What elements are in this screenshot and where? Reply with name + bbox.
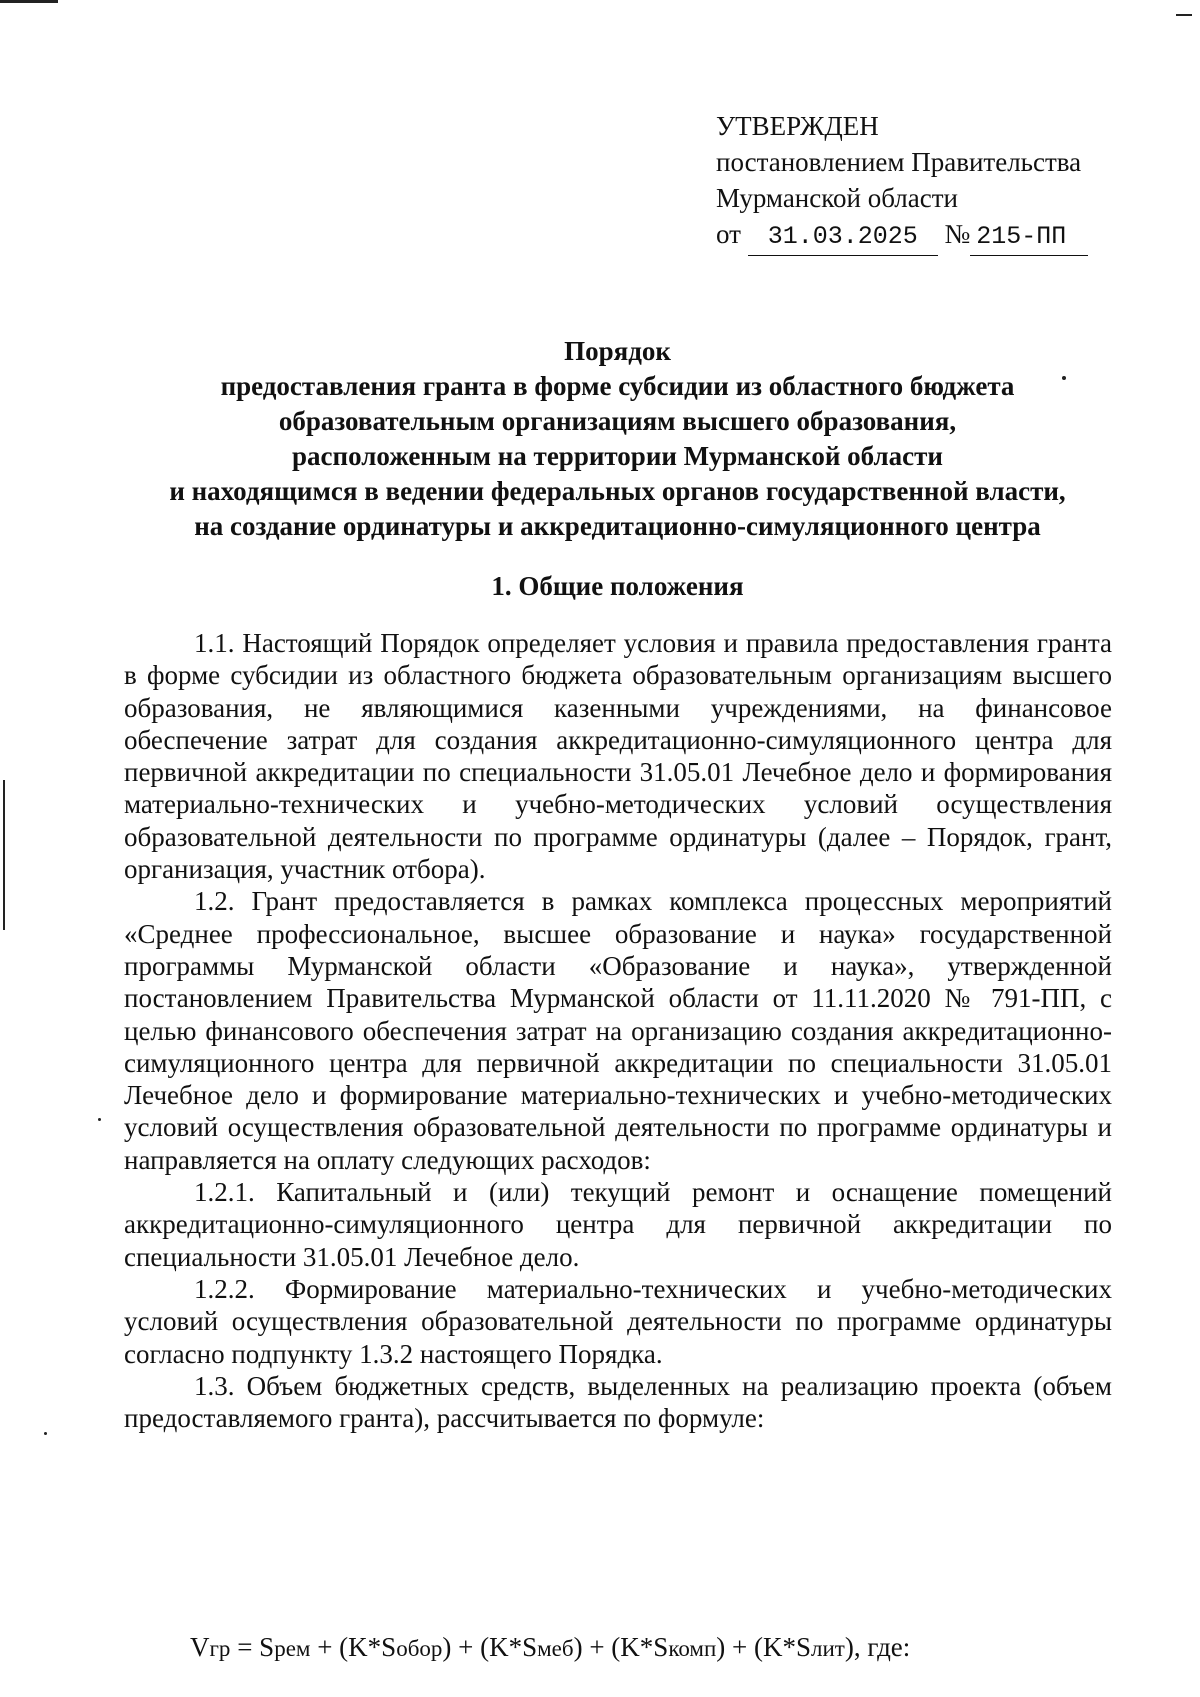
formula-s5-sub: лит [811, 1636, 845, 1661]
formula-s3-sub: меб [537, 1636, 574, 1661]
formula-t4: ) + (K*S [573, 1632, 669, 1662]
title-line-5: и находящимся в ведении федеральных органов государственной власти, [169, 476, 1066, 506]
approval-line-2: Мурманской области [716, 183, 958, 213]
formula-t3: ) + (K*S [442, 1632, 538, 1662]
approval-date: 31.03.2025 [748, 219, 938, 256]
document-title [120, 334, 1115, 544]
paragraph-1-2-2: 1.2.2. Формирование материально-технических и учебно-методических условий осуществления образовательной деятельности по программе ординатуры согласно подпункту 1.3.2 настоящего Порядка. [124, 1273, 1112, 1369]
formula-eq: = S [230, 1632, 275, 1662]
formula-s2-sub: обор [396, 1636, 443, 1661]
document-body [124, 627, 1112, 1434]
paragraph-1-2-1: 1.2.1. Капитальный и (или) текущий ремонт и оснащение помещений аккредитационно-симуляционного центра для первичной аккредитации по специальности 31.05.01 Лечебное дело. [124, 1177, 1112, 1272]
title-line-4: расположенным на территории Мурманской области [292, 441, 943, 471]
scan-edge-mark-left [3, 780, 5, 930]
scan-dot-left-2 [44, 1432, 47, 1435]
grant-formula [190, 1632, 910, 1663]
title-line-6: на создание ординатуры и аккредитационно-симуляционного центра [194, 511, 1041, 541]
paragraph-1-2: 1.2. Грант предоставляется в рамках комплекса процессных мероприятий «Среднее профессиональное, высшее образование и наука» государственной программы Мурманской области «Образование и наука», утвержденной постановлением Правительства Мурманской области от 11.11.2020 № 791-ПП, с целью финансового обеспечения затрат на организацию создания аккредитационно-симуляционного центра для первичной аккредитации по специальности 31.05.01 Лечебное дело и формирование материально-технических и учебно-методических условий осуществления образовательной деятельности по программе ординатуры и направляется на оплату следующих расходов: [124, 886, 1112, 1175]
number-prefix: № [944, 219, 971, 249]
title-line-2: предоставления гранта в форме субсидии из областного бюджета [220, 371, 1015, 401]
formula-v-sub: гр [209, 1636, 231, 1661]
paragraph-1-3: 1.3. Объем бюджетных средств, выделенных на реализацию проекта (объем предоставляемого гранта), рассчитывается по формуле: [124, 1370, 1112, 1434]
paragraph-1-1: 1.1. Настоящий Порядок определяет условия и правила предоставления гранта в форме субсидии из областного бюджета образовательным организациям высшего образования, не являющимися казенными учреждениями, на финансовое обеспечение затрат для создания аккредитационно-симуляционного центра для первичной аккредитации по специальности 31.05.01 Лечебное дело и формирования материально-технических и учебно-методических условий осуществления образовательной деятельности по программе ординатуры (далее – Порядок, грант, организация, участник отбора). [124, 628, 1112, 885]
title-line-1: Порядок [564, 336, 671, 366]
approval-stamp-block [716, 108, 1088, 256]
formula-t5: ) + (K*S [716, 1632, 811, 1662]
approval-date-line [716, 216, 1088, 256]
approval-number: 215-ПП [970, 219, 1088, 256]
scan-dot-left-1 [98, 1118, 101, 1121]
date-prefix: от [716, 219, 741, 249]
scan-edge-mark-top-right [1176, 14, 1192, 16]
approval-line-1: постановлением Правительства [716, 147, 1082, 177]
formula-t6: ), где: [844, 1632, 911, 1662]
scan-edge-mark-top-left [0, 0, 58, 3]
formula-s1-sub: рем [274, 1636, 311, 1661]
formula-s4-sub: комп [668, 1636, 717, 1661]
title-line-3: образовательным организациям высшего образования, [278, 406, 957, 436]
approval-heading: УТВЕРЖДЕН [716, 111, 879, 141]
formula-t2: + (K*S [310, 1632, 397, 1662]
formula-v: V [190, 1632, 210, 1662]
section-heading: 1. Общие положения [491, 571, 744, 601]
